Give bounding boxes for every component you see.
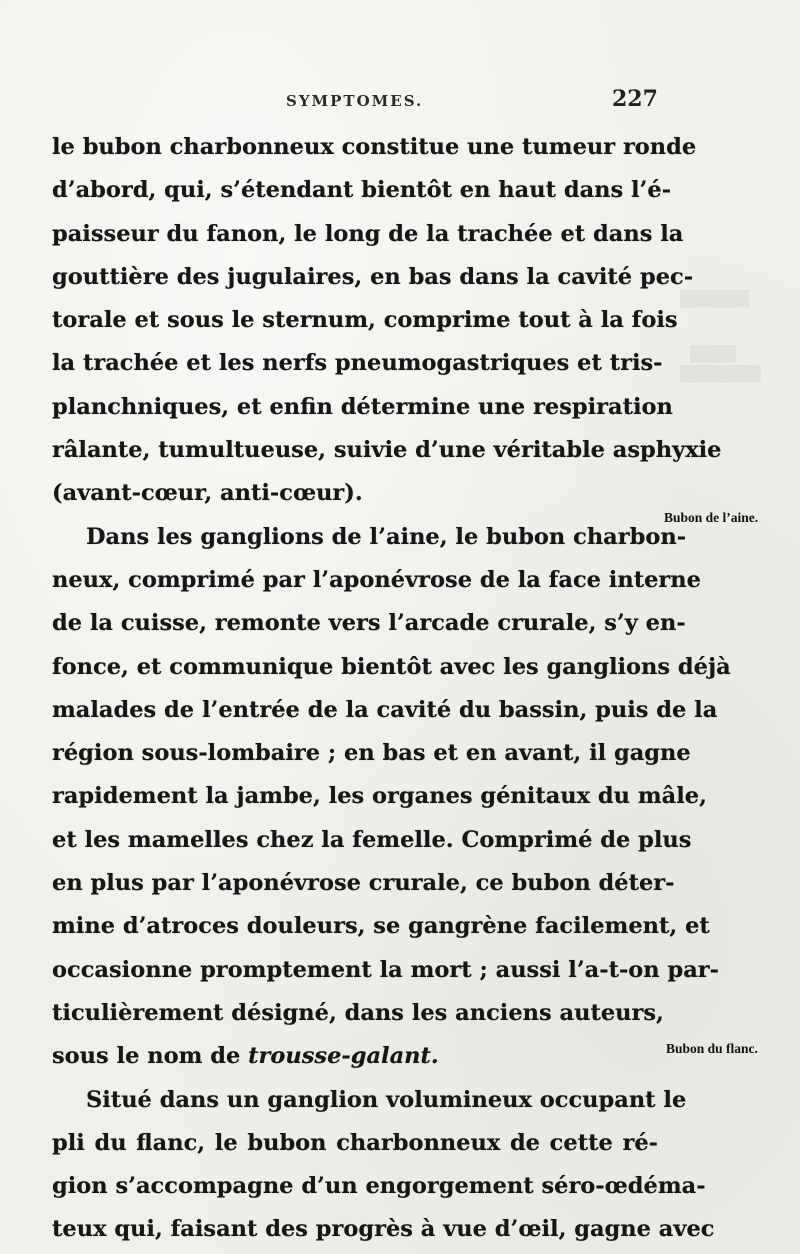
text-line: rapidement la jambe, les organes génitaux du mâle, bbox=[52, 783, 707, 810]
text-line: pli du flanc, le bubon charbonneux de cette ré- bbox=[52, 1129, 658, 1156]
text-line: occasionne promptement la mort ; aussi l’a-t-on par- bbox=[52, 956, 720, 983]
text-line-start: sous le nom de bbox=[52, 1043, 249, 1070]
text-line: la trachée et les nerfs pneumogastriques et tris- bbox=[52, 350, 663, 377]
margin-note-flanc: Bubon du flanc. bbox=[666, 1041, 758, 1056]
text-line: et les mamelles chez la femelle. Comprimé de plus bbox=[52, 826, 692, 853]
text-line: de la cuisse, remonte vers l’arcade crurale, s’y en- bbox=[52, 610, 686, 637]
text-line: (avant-cœur, anti-cœur). bbox=[52, 480, 363, 507]
show-through-text: ▒▒▒▒▒▒▒ bbox=[680, 365, 761, 383]
show-through-text: ▒▒▒▒ bbox=[690, 345, 737, 363]
show-through-text: ▒▒▒▒▒▒ bbox=[680, 290, 750, 308]
margin-note-aine: Bubon de l’aine. bbox=[664, 510, 759, 525]
paragraph-start-line: Situé dans un ganglion volumineux occupant le bbox=[86, 1086, 687, 1113]
text-line: d’abord, qui, s’étendant bientôt en haut dans l’é- bbox=[52, 177, 672, 204]
text-line: planchniques, et enfin détermine une respiration bbox=[52, 393, 673, 420]
text-line: teux qui, faisant des progrès à vue d’œil, gagne avec bbox=[52, 1216, 715, 1243]
text-line: région sous-lombaire ; en bas et en avant, il gagne bbox=[52, 740, 691, 767]
text-line: gouttière des jugulaires, en bas dans la cavité pec- bbox=[52, 263, 694, 290]
text-line: râlante, tumultueuse, suivie d’une véritable asphyxie bbox=[52, 437, 722, 464]
text-line: torale et sous le sternum, comprime tout à la fois bbox=[52, 307, 678, 334]
text-line: mine d’atroces douleurs, se gangrène facilement, et bbox=[52, 913, 710, 940]
text-line: gion s’accompagne d’un engorgement séro-œdéma- bbox=[52, 1173, 706, 1200]
text-line: neux, comprimé par l’aponévrose de la face interne bbox=[52, 566, 701, 593]
text-line: fonce, et communique bientôt avec les ganglions déjà bbox=[52, 653, 731, 680]
text-line: ticulièrement désigné, dans les anciens auteurs, bbox=[52, 999, 664, 1026]
page-header bbox=[0, 86, 800, 126]
running-title: SYMPTOMES. bbox=[286, 92, 424, 110]
text-line: le bubon charbonneux constitue une tumeur ronde bbox=[52, 134, 697, 160]
italic-term: trousse-galant. bbox=[248, 1043, 439, 1070]
text-line: malades de l’entrée de la cavité du bassin, puis de la bbox=[52, 696, 718, 723]
text-line: en plus par l’aponévrose crurale, ce bubon déter- bbox=[52, 870, 675, 897]
text-line: paisseur du fanon, le long de la trachée et dans la bbox=[52, 220, 684, 247]
paragraph-start-line: Dans les ganglions de l’aine, le bubon charbon- bbox=[86, 523, 687, 550]
text-line bbox=[52, 1035, 658, 1078]
page-number: 227 bbox=[612, 86, 658, 112]
